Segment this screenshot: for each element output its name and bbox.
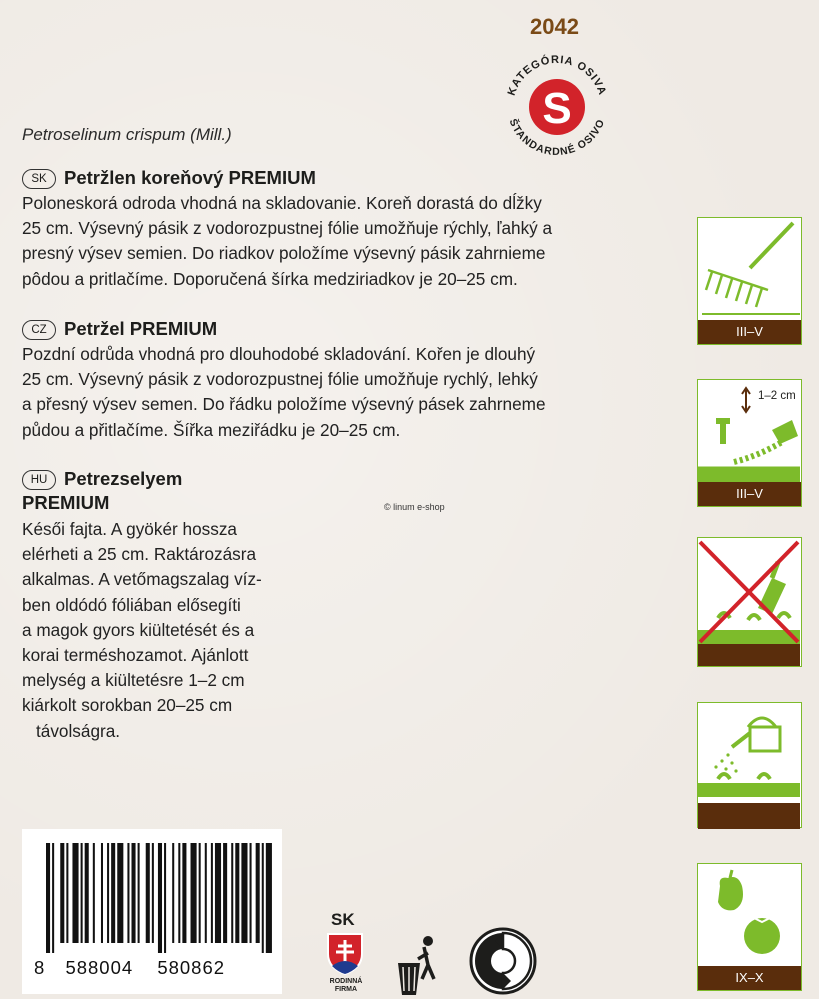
barcode-bar [172,843,174,943]
sk-title: Petržlen koreňový PREMIUM [64,167,316,188]
hu-heading [22,467,252,515]
barcode-bar [205,843,207,943]
text-line: korai terméshozamot. Ajánlott [22,645,249,666]
text-line: 25 cm. Výsevný pásik z vodorozpustnej fólie umožňuje rýchly, ľahký a [22,218,553,239]
barcode-bar [46,843,50,953]
barcode-bar [241,843,247,943]
text-line: alkalmas. A vetőmagszalag víz- [22,569,262,590]
hu-description [22,517,322,744]
barcode-bar [111,843,115,943]
sk-language-badge: SK [22,169,56,189]
barcode-bar [215,843,221,943]
barcode-bar [72,843,78,943]
cz-language-badge: CZ [22,320,56,340]
text-line: pôdou a pritlačíme. Doporučená šírka medziriadkov je 20–25 cm. [22,268,518,289]
sowing-period: III–V [698,482,801,506]
barcode-bar [146,843,150,943]
barcode-bar [182,843,186,943]
no-transplant-icon [697,537,802,667]
sk-logo-text: SK [331,910,355,929]
sk-heading [22,167,316,189]
recycle-bin-person-icon [394,935,444,997]
seal-letter: S [542,84,572,133]
barcode-bar [101,843,103,943]
barcode-bar [107,843,109,943]
sowing-depth-label: 1–2 cm [758,390,796,402]
barcode-bar [138,843,140,943]
text-line: a magok gyors kiültetését és a [22,619,255,640]
barcode-bar [93,843,95,943]
cz-description [22,342,662,443]
cz-title: Petržel PREMIUM [64,318,218,339]
hu-title-line2: PREMIUM [22,492,110,513]
barcode-bar [60,843,64,943]
standard-seed-seal-icon [497,45,617,165]
latin-name: Petroselinum crispum (Mill.) [22,125,232,144]
barcode-bar [178,843,180,943]
barcode-bar [117,843,123,943]
barcode-bar [266,843,272,953]
barcode-group-2: 580862 [157,957,226,978]
text-line: távolságra. [36,720,121,741]
seal-top-text: KATEGÓRIA OSIVA [505,53,609,98]
barcode-bar [127,843,129,943]
barcode-bars [46,843,276,953]
text-line: Pozdní odrůda vhodná pro dlouhodobé skladování. Kořen je dlouhý [22,344,536,364]
sk-description [22,191,662,292]
family-company-label: RODINNÁ FIRMA [329,978,363,993]
barcode-bar [235,843,239,943]
barcode-bar [191,843,197,943]
barcode-bar [158,843,162,953]
slovak-shield-icon [324,932,366,976]
barcode-bar [131,843,135,943]
seal-bottom-text: ŠTANDARDNÉ OSIVO [506,117,608,159]
text-line: presný výsev semien. Do riadkov položíme výsevný pásik zahrnieme [22,243,546,264]
text-line: kiárkolt sorokban 20–25 cm [22,695,233,716]
rake-icon [697,217,802,345]
product-code: 2042 [530,14,579,39]
text-line: 25 cm. Výsevný pásik z vodorozpustnej fólie umožňuje rychlý, lehký [22,369,538,390]
barcode-bar [164,843,166,953]
copyright-note: © linum e-shop [384,502,445,512]
barcode-bar [199,843,201,943]
barcode-bar [85,843,89,943]
text-line: Poloneskorá odroda vhodná na skladovanie. Koreň dorastá do dĺžky [22,193,542,213]
cz-heading [22,318,217,340]
green-dot-icon [469,927,537,995]
barcode-bar [223,843,227,943]
barcode-bar [211,843,213,943]
barcode-first-digit: 8 [34,957,46,978]
text-line: melység a kiültetésre 1–2 cm [22,670,245,691]
text-line: Késői fajta. A gyökér hossza [22,519,237,539]
barcode-bar [256,843,260,943]
sowing-depth-icon [697,379,802,507]
hu-language-badge: HU [22,470,56,490]
barcode-group-1: 588004 [65,957,134,978]
harvest-period: IX–X [698,966,801,990]
text-line: elérheti a 25 cm. Raktározásra [22,544,257,565]
barcode-bar [231,843,233,943]
barcode-bar [52,843,54,953]
text-line: půdou a přitlačíme. Šířka meziřádku je 20–25 cm. [22,419,401,440]
rake-period: III–V [698,320,801,344]
harvest-vegetables-icon [697,863,802,991]
text-line: a přesný výsev semen. Do řádku položíme výsevný pásek zahrneme [22,394,546,415]
barcode-bar [81,843,83,943]
watering-can-icon [697,702,802,828]
hu-title-line1: Petrezselyem [64,468,183,489]
barcode-bar [152,843,154,943]
barcode-bar [262,843,264,953]
barcode-bar [250,843,252,943]
text-line: ben oldódó fóliában elősegíti [22,594,241,615]
barcode-bar [66,843,68,943]
barcode-number [34,957,225,979]
